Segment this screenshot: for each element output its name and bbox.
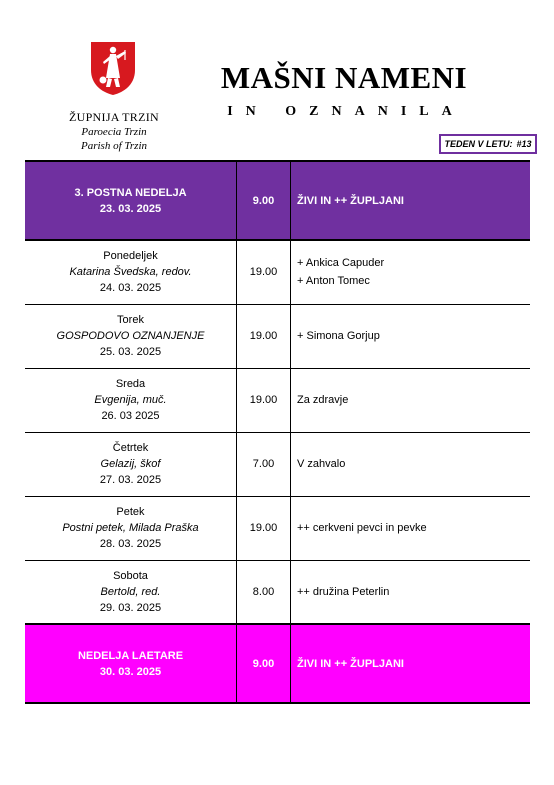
intention-cell bbox=[291, 624, 531, 703]
day-date: 25. 03. 2025 bbox=[99, 346, 162, 358]
mass-time: 19.00 bbox=[237, 368, 291, 432]
parish-coat-of-arms-icon bbox=[89, 40, 137, 96]
week-number: #13 bbox=[516, 139, 532, 149]
intention: ++ cerkveni pevci in pevke bbox=[297, 522, 427, 534]
intention: ++ družina Peterlin bbox=[297, 585, 390, 598]
day-name: Petek bbox=[116, 506, 145, 518]
schedule-row bbox=[25, 161, 530, 240]
intention-cell bbox=[291, 496, 531, 560]
schedule-row bbox=[25, 368, 530, 432]
day-cell bbox=[25, 240, 237, 304]
feast-name: Bertold, red. bbox=[100, 585, 161, 598]
mass-time: 7.00 bbox=[237, 432, 291, 496]
parish-name: ŽUPNIJA TRZIN bbox=[68, 110, 159, 124]
feast-name: GOSPODOVO OZNANJENJE bbox=[56, 330, 205, 342]
schedule-row bbox=[25, 240, 530, 304]
day-name: Torek bbox=[117, 314, 144, 326]
day-date: 28. 03. 2025 bbox=[99, 538, 162, 550]
feast-name: Postni petek, Milada Praška bbox=[62, 522, 199, 534]
intention-cell bbox=[291, 161, 531, 240]
day-date: 29. 03. 2025 bbox=[99, 601, 162, 614]
intention-cell bbox=[291, 304, 531, 368]
day-name: 3. POSTNA NEDELJA bbox=[74, 186, 187, 199]
day-date: 27. 03. 2025 bbox=[99, 474, 162, 486]
intention: Za zdravje bbox=[297, 394, 349, 406]
intention-cell bbox=[291, 240, 531, 304]
mass-schedule-table bbox=[25, 160, 530, 704]
mass-time: 8.00 bbox=[237, 560, 291, 624]
intention: + Ankica Capuder bbox=[297, 257, 385, 270]
day-date: 23. 03. 2025 bbox=[99, 202, 162, 215]
schedule-row bbox=[25, 624, 530, 703]
intention: + Anton Tomec bbox=[297, 275, 370, 288]
intention: ŽIVI IN ++ ŽUPLJANI bbox=[297, 194, 404, 207]
week-label: TEDEN V LETU: bbox=[444, 139, 513, 149]
feast-name: Evgenija, muč. bbox=[94, 394, 167, 406]
feast-name: Gelazij, škof bbox=[100, 458, 161, 470]
schedule-row bbox=[25, 304, 530, 368]
day-cell bbox=[25, 624, 237, 703]
mass-time: 19.00 bbox=[237, 496, 291, 560]
intention-cell bbox=[291, 560, 531, 624]
schedule-row bbox=[25, 432, 530, 496]
mass-time: 19.00 bbox=[237, 240, 291, 304]
day-cell bbox=[25, 304, 237, 368]
day-name: Četrtek bbox=[112, 442, 149, 454]
parish-name-english: Parish of Trzin bbox=[80, 140, 148, 152]
day-name: Sobota bbox=[113, 569, 148, 582]
intention: ŽIVI IN ++ ŽUPLJANI bbox=[297, 657, 404, 670]
mass-time: 9.00 bbox=[237, 624, 291, 703]
day-name: Ponedeljek bbox=[103, 250, 158, 263]
day-date: 30. 03. 2025 bbox=[99, 665, 162, 678]
mass-time: 9.00 bbox=[237, 161, 291, 240]
day-date: 24. 03. 2025 bbox=[99, 282, 162, 295]
intention-cell bbox=[291, 368, 531, 432]
intention: V zahvalo bbox=[297, 458, 346, 470]
page-title: MAŠNI NAMENI bbox=[220, 60, 468, 95]
day-date: 26. 03 2025 bbox=[101, 410, 160, 422]
day-cell bbox=[25, 368, 237, 432]
schedule-row bbox=[25, 496, 530, 560]
page-subtitle: IN OZNANILA bbox=[227, 104, 465, 119]
day-cell bbox=[25, 161, 237, 240]
parish-name-latin: Paroecia Trzin bbox=[81, 126, 147, 138]
day-cell bbox=[25, 496, 237, 560]
intention-cell bbox=[291, 432, 531, 496]
intention: + Simona Gorjup bbox=[297, 330, 380, 342]
day-name: Sreda bbox=[115, 378, 146, 390]
week-of-year-box bbox=[439, 134, 537, 154]
schedule-row bbox=[25, 560, 530, 624]
day-cell bbox=[25, 560, 237, 624]
day-cell bbox=[25, 432, 237, 496]
feast-name: Katarina Švedska, redov. bbox=[69, 266, 192, 279]
day-name: NEDELJA LAETARE bbox=[77, 649, 184, 662]
mass-time: 19.00 bbox=[237, 304, 291, 368]
